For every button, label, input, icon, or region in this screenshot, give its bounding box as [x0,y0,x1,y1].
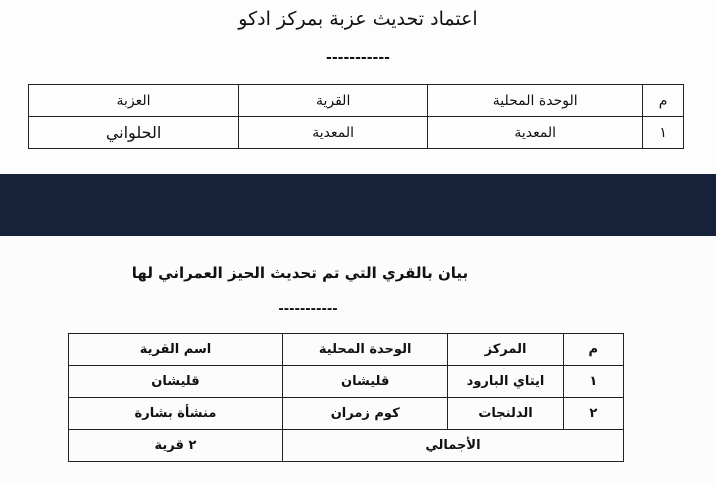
header-cell: الوحدة المحلية [428,85,643,117]
table-cell: ٢ [563,398,623,430]
table-cell: الدلنجات [448,398,563,430]
header-cell: اسم القرية [69,334,283,366]
total-value: ٢ قرية [69,430,283,462]
table-cell: ايتاي البارود [448,366,563,398]
villages-table [68,333,624,462]
total-label: الأجمالي [282,430,623,462]
statement-separator: ----------- [278,302,338,317]
document-title: اعتماد تحديث عزبة بمركز ادكو [238,8,478,30]
dark-separator-band [0,174,716,236]
header-cell: العزبة [29,85,239,117]
table-row [69,398,624,430]
table-row [29,117,684,149]
table-cell: قليشان [282,366,448,398]
table-cell: منشأة بشارة [69,398,283,430]
header-cell: القرية [239,85,428,117]
header-cell: الوحدة المحلية [282,334,448,366]
table-cell: كوم زمران [282,398,448,430]
title-separator: ----------- [326,50,390,66]
table-cell: قليشان [69,366,283,398]
ezba-table [28,84,684,149]
table-cell: ١ [643,117,684,149]
statement-title: بيان بالقري التي تم تحديث الحيز العمراني لها [131,264,469,282]
table-row [69,366,624,398]
header-cell: م [643,85,684,117]
table-header-row [29,85,684,117]
table-cell: المعدية [428,117,643,149]
header-cell: م [563,334,623,366]
table-cell: ١ [563,366,623,398]
table-cell: الحلواني [29,117,239,149]
table-cell: المعدية [239,117,428,149]
total-row [69,430,624,462]
table-header-row [69,334,624,366]
header-cell: المركز [448,334,563,366]
